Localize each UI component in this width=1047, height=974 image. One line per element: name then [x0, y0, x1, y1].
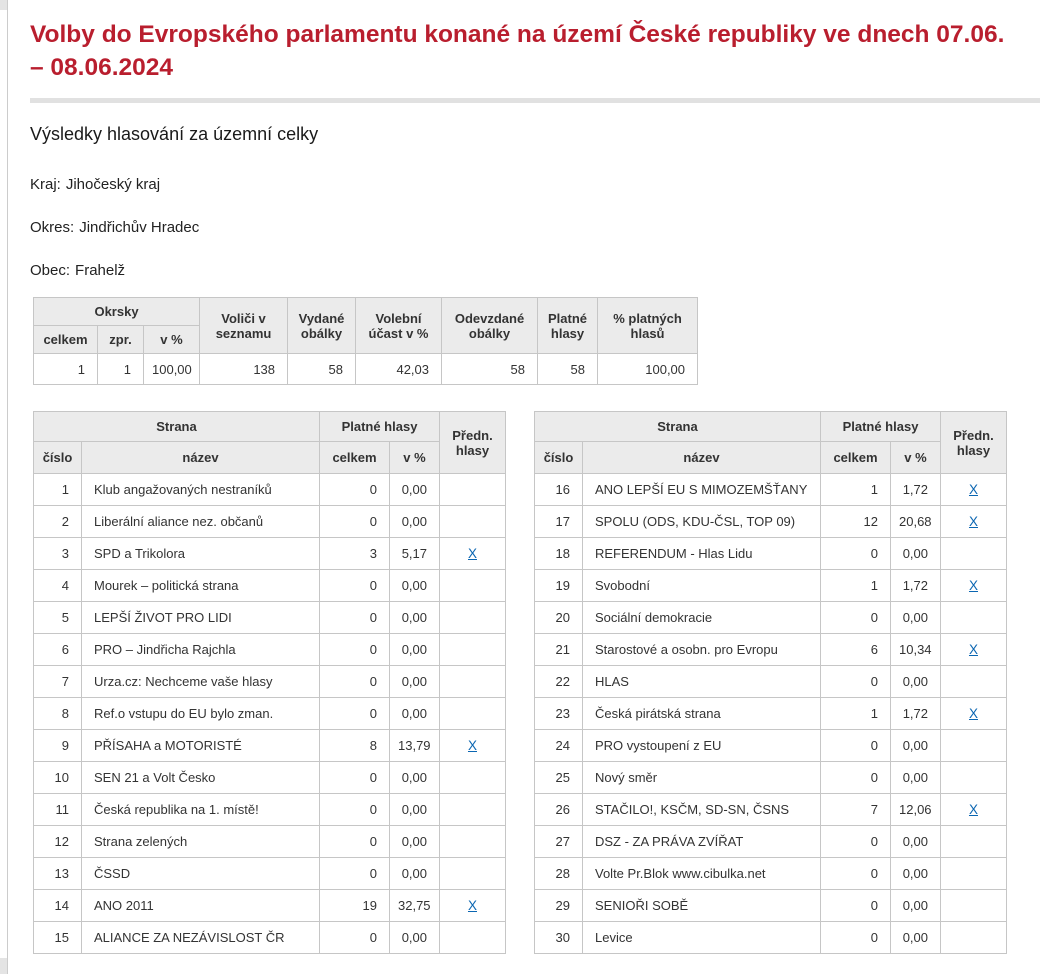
results-subtitle: Výsledky hlasování za územní celky	[30, 124, 319, 144]
party-name: DSZ - ZA PRÁVA ZVÍŘAT	[583, 826, 821, 858]
region-line-kraj	[30, 176, 1040, 193]
party-votes-pct: 0,00	[390, 922, 440, 954]
okres-value: Jindřichův Hradec	[79, 219, 200, 236]
header-platne-hlasy: Platné hlasy	[538, 298, 598, 354]
party-votes-pct: 0,00	[891, 730, 941, 762]
region-line-okres	[30, 219, 1040, 236]
page-content	[30, 0, 1040, 954]
party-name: Mourek – politická strana	[82, 570, 320, 602]
party-row	[535, 858, 1007, 890]
party-votes-total: 0	[320, 922, 390, 954]
party-name: Levice	[583, 922, 821, 954]
party-votes-total: 1	[821, 474, 891, 506]
party-row	[535, 602, 1007, 634]
party-number: 20	[535, 602, 583, 634]
party-row	[34, 826, 506, 858]
party-votes-total: 0	[821, 602, 891, 634]
party-pref-cell	[941, 858, 1007, 890]
party-pref-cell	[440, 730, 506, 762]
party-row	[535, 506, 1007, 538]
party-row	[34, 634, 506, 666]
party-row	[34, 538, 506, 570]
party-pref-cell	[941, 474, 1007, 506]
header-predn-hlasy: Předn. hlasy	[440, 412, 506, 474]
party-votes-pct: 0,00	[390, 762, 440, 794]
header-okrsky-v-pct: v %	[144, 326, 200, 354]
party-votes-pct: 20,68	[891, 506, 941, 538]
party-pref-cell	[941, 794, 1007, 826]
pref-votes-link[interactable]: X	[467, 546, 477, 561]
party-pref-cell	[440, 858, 506, 890]
party-votes-total: 0	[821, 858, 891, 890]
party-number: 3	[34, 538, 82, 570]
value-okrsky-zpr: 1	[98, 354, 144, 385]
party-number: 5	[34, 602, 82, 634]
party-name: PŘÍSAHA a MOTORISTÉ	[82, 730, 320, 762]
party-votes-total: 0	[821, 730, 891, 762]
party-row	[34, 506, 506, 538]
party-votes-total: 0	[821, 890, 891, 922]
party-row	[535, 474, 1007, 506]
party-row	[34, 858, 506, 890]
party-number: 30	[535, 922, 583, 954]
party-number: 27	[535, 826, 583, 858]
party-number: 25	[535, 762, 583, 794]
party-votes-pct: 0,00	[390, 506, 440, 538]
party-votes-total: 0	[320, 762, 390, 794]
value-okrsky-v-pct: 100,00	[144, 354, 200, 385]
party-votes-pct: 0,00	[390, 602, 440, 634]
party-votes-total: 0	[821, 762, 891, 794]
party-name: PRO vystoupení z EU	[583, 730, 821, 762]
summary-data-row	[34, 354, 698, 385]
party-votes-pct: 1,72	[891, 570, 941, 602]
header-odevzdane-obalky: Odevzdané obálky	[442, 298, 538, 354]
party-votes-total: 12	[821, 506, 891, 538]
party-pref-cell	[941, 826, 1007, 858]
party-pref-cell	[941, 602, 1007, 634]
party-number: 29	[535, 890, 583, 922]
party-votes-total: 7	[821, 794, 891, 826]
party-votes-pct: 13,79	[390, 730, 440, 762]
value-odevzdane-obalky: 58	[442, 354, 538, 385]
party-votes-total: 1	[821, 698, 891, 730]
pref-votes-link[interactable]: X	[968, 642, 978, 657]
party-pref-cell	[440, 474, 506, 506]
party-name: Urza.cz: Nechceme vaše hlasy	[82, 666, 320, 698]
party-name: Strana zelených	[82, 826, 320, 858]
party-name: SPD a Trikolora	[82, 538, 320, 570]
party-number: 9	[34, 730, 82, 762]
rail-bottom-block	[0, 958, 7, 974]
party-number: 23	[535, 698, 583, 730]
page-title: Volby do Evropského parlamentu konané na území České republiky ve dnech 07.06. – 08.06.2024	[30, 21, 1005, 81]
rail-top-block	[0, 0, 7, 10]
party-row	[34, 666, 506, 698]
party-votes-pct: 12,06	[891, 794, 941, 826]
party-number: 7	[34, 666, 82, 698]
party-pref-cell	[440, 826, 506, 858]
party-number: 17	[535, 506, 583, 538]
party-pref-cell	[941, 890, 1007, 922]
party-pref-cell	[440, 506, 506, 538]
party-name: PRO – Jindřicha Rajchla	[82, 634, 320, 666]
party-number: 8	[34, 698, 82, 730]
party-votes-pct: 0,00	[891, 666, 941, 698]
okres-label: Okres:	[30, 219, 75, 236]
party-name: Česká pirátská strana	[583, 698, 821, 730]
header-okrsky-zpr: zpr.	[98, 326, 144, 354]
value-platne-hlasy: 58	[538, 354, 598, 385]
party-number: 19	[535, 570, 583, 602]
party-results-section	[33, 411, 1040, 954]
party-number: 21	[535, 634, 583, 666]
party-row	[535, 890, 1007, 922]
party-row	[34, 474, 506, 506]
party-row	[535, 666, 1007, 698]
party-name: ČSSD	[82, 858, 320, 890]
pref-votes-link[interactable]: X	[467, 738, 477, 753]
party-row	[34, 602, 506, 634]
party-votes-pct: 1,72	[891, 474, 941, 506]
party-number: 10	[34, 762, 82, 794]
party-votes-total: 1	[821, 570, 891, 602]
party-row	[535, 922, 1007, 954]
party-name: HLAS	[583, 666, 821, 698]
party-pref-cell	[941, 634, 1007, 666]
party-votes-pct: 0,00	[891, 762, 941, 794]
party-name: Nový směr	[583, 762, 821, 794]
party-pref-cell	[941, 666, 1007, 698]
party-votes-total: 19	[320, 890, 390, 922]
party-votes-total: 0	[821, 922, 891, 954]
party-votes-total: 0	[320, 634, 390, 666]
region-line-obec	[30, 262, 1040, 279]
party-number: 11	[34, 794, 82, 826]
party-pref-cell	[941, 730, 1007, 762]
party-pref-cell	[440, 602, 506, 634]
header-celkem: celkem	[320, 442, 390, 474]
header-v-pct: v %	[891, 442, 941, 474]
value-vydane-obalky: 58	[288, 354, 356, 385]
pref-votes-link[interactable]: X	[968, 482, 978, 497]
header-strana: Strana	[535, 412, 821, 442]
party-pref-cell	[941, 570, 1007, 602]
party-votes-pct: 0,00	[390, 474, 440, 506]
party-name: Svobodní	[583, 570, 821, 602]
party-votes-pct: 0,00	[891, 602, 941, 634]
party-row	[535, 762, 1007, 794]
obec-value: Frahelž	[75, 262, 126, 279]
party-votes-pct: 0,00	[390, 666, 440, 698]
party-name: Česká republika na 1. místě!	[82, 794, 320, 826]
party-votes-total: 0	[320, 666, 390, 698]
party-votes-pct: 0,00	[390, 858, 440, 890]
pref-votes-link[interactable]: X	[968, 578, 978, 593]
party-votes-total: 0	[320, 570, 390, 602]
party-row	[535, 570, 1007, 602]
party-votes-total: 0	[320, 858, 390, 890]
party-row	[34, 570, 506, 602]
party-row	[535, 538, 1007, 570]
party-row	[535, 698, 1007, 730]
header-cislo: číslo	[34, 442, 82, 474]
party-pref-cell	[440, 794, 506, 826]
title-divider	[30, 98, 1040, 103]
party-name: REFERENDUM - Hlas Lidu	[583, 538, 821, 570]
party-votes-pct: 0,00	[390, 826, 440, 858]
party-pref-cell	[440, 762, 506, 794]
party-number: 12	[34, 826, 82, 858]
party-name: ALIANCE ZA NEZÁVISLOST ČR	[82, 922, 320, 954]
pref-votes-link[interactable]: X	[968, 706, 978, 721]
party-votes-total: 3	[320, 538, 390, 570]
header-volici-v-seznamu: Voliči v seznamu	[200, 298, 288, 354]
party-number: 2	[34, 506, 82, 538]
party-votes-pct: 0,00	[390, 570, 440, 602]
party-pref-cell	[440, 698, 506, 730]
party-row	[535, 826, 1007, 858]
party-name: Volte Pr.Blok www.cibulka.net	[583, 858, 821, 890]
party-votes-total: 0	[821, 826, 891, 858]
party-name: SPOLU (ODS, KDU-ČSL, TOP 09)	[583, 506, 821, 538]
header-nazev: název	[82, 442, 320, 474]
header-pct-platnych-hlasu: % platných hlasů	[598, 298, 698, 354]
party-number: 14	[34, 890, 82, 922]
value-volebni-ucast: 42,03	[356, 354, 442, 385]
party-name: Starostové a osobn. pro Evropu	[583, 634, 821, 666]
party-number: 13	[34, 858, 82, 890]
header-vydane-obalky: Vydané obálky	[288, 298, 356, 354]
party-votes-total: 0	[320, 602, 390, 634]
party-table-right	[534, 411, 1007, 954]
party-number: 24	[535, 730, 583, 762]
party-row	[535, 794, 1007, 826]
party-row	[34, 890, 506, 922]
party-name: Ref.o vstupu do EU bylo zman.	[82, 698, 320, 730]
party-votes-pct: 5,17	[390, 538, 440, 570]
party-pref-cell	[941, 538, 1007, 570]
party-number: 15	[34, 922, 82, 954]
party-votes-total: 0	[320, 474, 390, 506]
header-strana: Strana	[34, 412, 320, 442]
party-votes-total: 6	[821, 634, 891, 666]
party-pref-cell	[941, 922, 1007, 954]
party-name: Liberální aliance nez. občanů	[82, 506, 320, 538]
party-pref-cell	[941, 506, 1007, 538]
party-row	[34, 762, 506, 794]
obec-label: Obec:	[30, 262, 71, 279]
value-okrsky-celkem: 1	[34, 354, 98, 385]
party-name: Klub angažovaných nestraníků	[82, 474, 320, 506]
party-votes-total: 0	[821, 538, 891, 570]
party-name: ANO LEPŠÍ EU S MIMOZEMŠŤANY	[583, 474, 821, 506]
header-platne-hlasy: Platné hlasy	[821, 412, 941, 442]
party-row	[34, 922, 506, 954]
header-platne-hlasy: Platné hlasy	[320, 412, 440, 442]
party-table-left	[33, 411, 506, 954]
pref-votes-link[interactable]: X	[467, 898, 477, 913]
header-okrsky: Okrsky	[34, 298, 200, 326]
header-predn-hlasy: Předn. hlasy	[941, 412, 1007, 474]
header-celkem: celkem	[821, 442, 891, 474]
party-number: 4	[34, 570, 82, 602]
party-name: SEN 21 a Volt Česko	[82, 762, 320, 794]
page-left-rail	[0, 0, 8, 974]
party-votes-pct: 32,75	[390, 890, 440, 922]
value-pct-platnych-hlasu: 100,00	[598, 354, 698, 385]
party-row	[34, 794, 506, 826]
party-pref-cell	[941, 762, 1007, 794]
party-votes-pct: 1,72	[891, 698, 941, 730]
party-votes-pct: 0,00	[390, 794, 440, 826]
party-row	[535, 730, 1007, 762]
header-cislo: číslo	[535, 442, 583, 474]
party-number: 6	[34, 634, 82, 666]
party-pref-cell	[440, 570, 506, 602]
header-volebni-ucast: Volební účast v %	[356, 298, 442, 354]
header-v-pct: v %	[390, 442, 440, 474]
party-pref-cell	[440, 922, 506, 954]
party-votes-total: 8	[320, 730, 390, 762]
party-votes-total: 0	[821, 666, 891, 698]
party-name: STAČILO!, KSČM, SD-SN, ČSNS	[583, 794, 821, 826]
party-number: 22	[535, 666, 583, 698]
value-volici-v-seznamu: 138	[200, 354, 288, 385]
party-votes-pct: 0,00	[891, 538, 941, 570]
party-pref-cell	[440, 890, 506, 922]
kraj-value: Jihočeský kraj	[65, 176, 161, 193]
turnout-summary-table	[33, 297, 698, 385]
party-votes-total: 0	[320, 698, 390, 730]
party-number: 16	[535, 474, 583, 506]
party-row	[535, 634, 1007, 666]
party-votes-total: 0	[320, 794, 390, 826]
pref-votes-link[interactable]: X	[968, 514, 978, 529]
party-votes-total: 0	[320, 826, 390, 858]
party-votes-pct: 0,00	[390, 634, 440, 666]
party-votes-pct: 0,00	[390, 698, 440, 730]
party-row	[34, 698, 506, 730]
party-name: LEPŠÍ ŽIVOT PRO LIDI	[82, 602, 320, 634]
party-votes-pct: 10,34	[891, 634, 941, 666]
header-okrsky-celkem: celkem	[34, 326, 98, 354]
pref-votes-link[interactable]: X	[968, 802, 978, 817]
party-number: 28	[535, 858, 583, 890]
party-votes-total: 0	[320, 506, 390, 538]
party-number: 1	[34, 474, 82, 506]
party-name: SENIOŘI SOBĚ	[583, 890, 821, 922]
kraj-label: Kraj:	[30, 176, 61, 193]
party-pref-cell	[440, 666, 506, 698]
party-pref-cell	[440, 538, 506, 570]
party-number: 18	[535, 538, 583, 570]
party-pref-cell	[941, 698, 1007, 730]
party-number: 26	[535, 794, 583, 826]
party-name: ANO 2011	[82, 890, 320, 922]
party-votes-pct: 0,00	[891, 826, 941, 858]
party-pref-cell	[440, 634, 506, 666]
party-votes-pct: 0,00	[891, 922, 941, 954]
party-votes-pct: 0,00	[891, 858, 941, 890]
header-nazev: název	[583, 442, 821, 474]
party-name: Sociální demokracie	[583, 602, 821, 634]
party-votes-pct: 0,00	[891, 890, 941, 922]
party-row	[34, 730, 506, 762]
